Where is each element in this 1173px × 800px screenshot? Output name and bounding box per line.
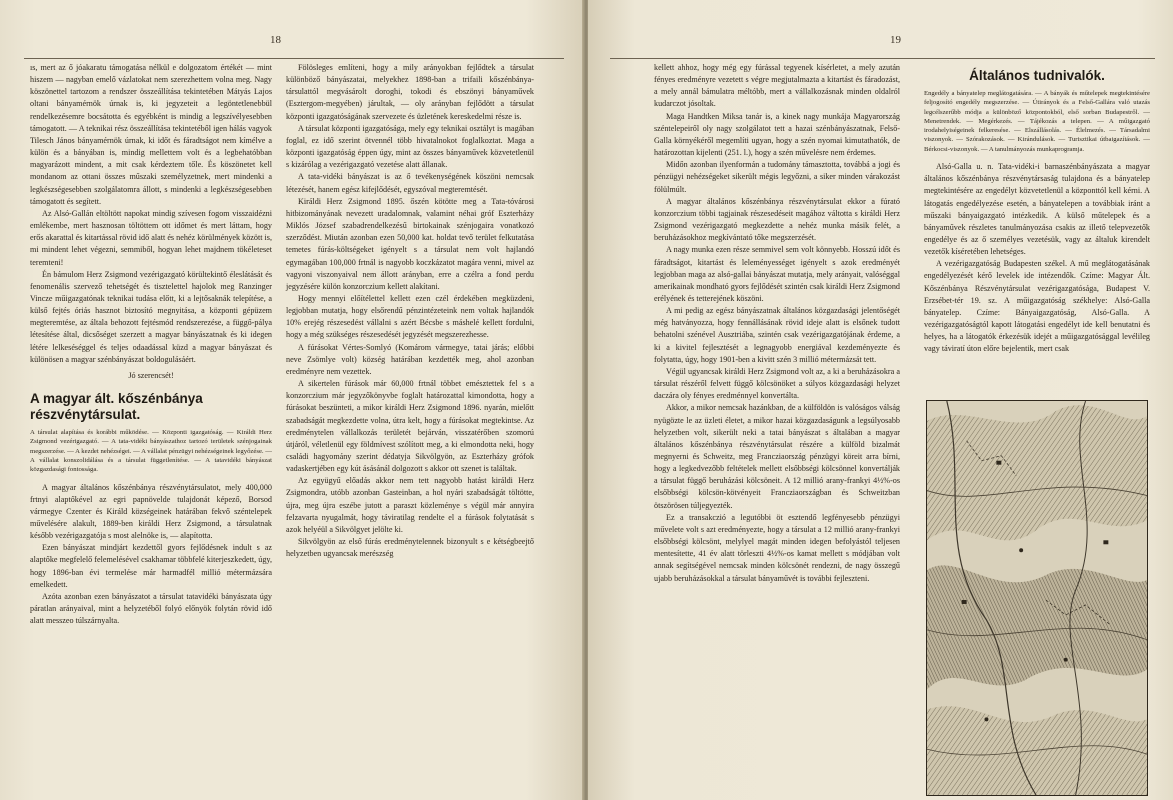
- paragraph: A tata-vidéki bányászat is az ő tevékenységének köszöni nemcsak létezését, hanem egész kifejlődését, egyszóval megteremtését.: [286, 172, 534, 194]
- greeting: Jó szerencsét!: [128, 370, 174, 380]
- paragraph: Királdi Herz Zsigmond 1895. őszén kötötte meg a Tata-tóvárosi hitbizományának nevezett uradalomnak, valamint néhai gróf Eszterházy Miklós József szabadrendelkezésű birtokainak szénjogaira vonatkozó szerződést. Miután azonban ezen 50,000 kat. holdat tevő terület felkutatása temetes fúrás-költségeket igényelt s a társulat nem volt hajlandó egymagában 100,000 frtnál is nagyobb koczkázatot magára venni, mivel az vagyoni viszonyaival nem állott arányban, erre a czélra a fond perdu jegyzésére külön konzorczium kellett alakítani.: [286, 196, 534, 291]
- paragraph: A magyar általános kőszénbánya részvénytársulat ekkor a fúrató konzorczium többi tagjainak részesedéseit magához váltotta s királdi Herz Zsigmond vezérigazgató megkezdette a nehéz munka másik felét, a beruházásokhoz megkívántató tőke megszerzését.: [654, 196, 900, 243]
- right-column-1: [654, 62, 900, 585]
- paragraph: A sikertelen fúrások már 60,000 frtnál többet emésztettek fel s a konzorczium már jegyzőkönyvbe foglalt határozattal kimondotta, hogy a fúrásokat beszünteti, a mikor királdi Herz Zsigmond 1896. nyarán, mielőtt szabadságát megkezdette volna, útra kelt, hogy a fúrásokat megtekintse. Az eredménytelen vállalkozás területét bejárván, visszatérőben szomorú útjáról, véletlenül egy földmívest szólított meg, a ki elmondotta neki, hogy családi hagyomány szerint dédatyja Sikvölgyön, az Eszterházy grófok vadaskertjében egy kút ásásánál dolgozott s akkor ott szenet is találtak.: [286, 379, 534, 474]
- section-summary: Engedély a bányatelep meglátogatására. — A bányák és műtelepek megtekintésére feljogosító engedély megszerzése. — Útirányok és a Felső-Gallára való utazás legcélszerűbb módja a különböző központokból, első sorban Budapestről. — Menetrendek. — Megérkezés. — Tájékozás a telepen. — A műigazgató irodahelyiségeinek felkeresése. — Elszállásolás. — Élelmezés. — Társadalmi viszonyok. — Szórakozások. — Kirándulások. — Turisztikai útbaigazítások. — Bérkocsi-viszonyok. — A tanulmányozás munkaprogramja.: [924, 90, 1150, 153]
- paragraph: Midőn azonban ilyenformán a tudomány támasztotta, továbbá a jogi és pénzügyi nehézségeket sikerült mégis legyőzni, a siker minden várakozást fölülmúlt.: [654, 160, 900, 194]
- paragraph: A társulat központi igazgatósága, mely egy teknikai osztályt is magában foglal, ez idő szerint ötvennél több hivatalnokot foglalkoztat. Maga a központi igazgatóság éppen úgy, mint az összes bányaművek közvetetlenül s kizárólag a vezérigazgató vezetése alatt állanak.: [286, 123, 534, 170]
- left-column-2: [286, 62, 534, 560]
- section-summary: A társulat alapítása és korábbi működése. — Központi igazgatóság. — Királdi Herz Zsigmond vezérigazgató. — A tata-vidéki bányászathoz tartozó területek szénjogainak megszerzése. — A kezdet nehézségei. — A vállalat pénzügyi nehézségeinek legyőzése. — A vállalat konszolidálása és a társulat függetlenítése. — A tatavidéki bányászat közgazdasági fontossága.: [30, 429, 272, 474]
- paragraph: Végül ugyancsak királdi Herz Zsigmond volt az, a ki a beruházásokra a társulat részéről felvett függő kölcsönöket a súlyos közgazdasági helyzet daczára oly fényes eredménnyel konvertálta.: [654, 366, 900, 401]
- paragraph: Az Alsó-Gallán eltöltött napokat mindig szívesen fogom visszaidézni emlékembe, mert hasznosan töltöttem ott időmet és mert láttam, hogy erős akarattal és kitartással rövid idő alatt és nehéz körülmények között is, mi mindent lehet végezni, semmiből, hogyan lehet majdnem tökéleteset teremteni!: [30, 208, 272, 267]
- paragraph: A magyar általános kőszénbánya részvénytársulatot, mely 400,000 frtnyi alaptőkével az egri papnövelde tulajdonát képező, Borsod vármegye Czenter és Királd községeinek határában fekvő széntelepek művelésére alakult, 1889-ben királdi Herz Zsigmond, a társulatnak később vezérigazgatója s most alelnöke is, — alapította.: [30, 482, 272, 541]
- paragraph: Én bámulom Herz Zsigmond vezérigazgató körültekintő éleslátását és fenomenális szervező tehetségét és tisztelettel hajolok meg Ranzinger Vincze műigazgatónak teknikai tudása előtt, ki a lejtősaknák telepítése, a külső fejtés óriás hasznot biztosító megnyitása, a központi gépüzem megteremtése, az általa behozott fejtésmód rendszerezése, a függő-pálya létesítése által, dicsőséget szerzett a magyar bányászatnak és ki idegen létére lelkeséséggel és teljes odaadással küzd a magyar bányászat és különösen a magyar szénbányászat boldogulásáért.: [30, 269, 272, 364]
- paragraph: kellett ahhoz, hogy még egy fúrással tegyenek kísérletet, a mely azután fényes eredményre vezetett s végre megjutalmazta a kitartást és fáradozást, a mely annál bámulatra méltóbb, mert a vállalkozásnak minden oldalról kudarczot jósoltak.: [654, 63, 900, 109]
- paragraph: Hogy mennyi előítélettel kellett ezen czél érdekében megküzdeni, legjobban mutatja, hogy elsőrendű pénzintézeteink nem voltak hajlandók 10% erejég részesedést vállalni s azért Bécsbe s máshelé kellett fordulni, hogy a még szükséges részesedését jegyzését megszerezhesse.: [286, 293, 534, 340]
- paragraph: Fölösleges említeni, hogy a mily arányokban fejlődtek a társulat különböző bányászatai, melyekhez 1898-ban a trifaili kőszénbánya-társulattól megvásárolt doroghi, tokodi és ebszönyi bányaművek (Esztergom-megyében) járultak, — oly arányban fejlődött a társulat központi igazgatóságának szervezete és üzletének kereskedelmi része is.: [286, 63, 534, 121]
- left-page: [0, 0, 584, 800]
- paragraph: A vezérigazgatóság Budapesten székel. A mű meglátogatásának engedélyezését kérő levelek ide intézendők. Czíme: Magyar Ált. Kőszénbánya Részvénytársulat vezérigazgatósága, Budapest V. Erzsébet-tér 19. sz. A műigazgatóság székhelye: Alsó-Galla bányatelep. Czíme: Bányaigazgatóság, Alsó-Galla. A vezérigazgatóságtól kapott látogatási engedélyt ide kell benutatni és helyes, ha a látogatók érkezésük idejét a műigazgatósággal levélileg vagy táviratí úton előre bejelentik, mert csak: [924, 259, 1150, 354]
- paragraph: Azóta azonban ezen bányászatot a társulat tatavidéki bányászata úgy páratlan arányaival, mint a helyzetéből folyó előnyök folytán rövid idő alatt messzeo túlszárnyalta.: [30, 591, 272, 626]
- paragraph: A mi pedig az egész bányászatnak általános közgazdasági jelentőségét még hatványozza, hogy fennállásának rövid ideje alatt is elsőnek tudott behatolni szénével Ausztriába, szintén csak vezérigazgatójának érdeme, a ki a kivitel fejlesztését a legnagyobb energiával kezdeményezte és folytatta, úgy, hogy 1901-ben a kivitt szén 3 millió métermázsát tett.: [654, 306, 900, 364]
- right-column-2: [924, 66, 1150, 356]
- paragraph: Az együgyű előadás akkor nem tett nagyobb hatást királdi Herz Zsigmondra, utóbb azonban Gasteinban, a hol nyári szabadságát töltötte, újra, meg újra eszébe jutott a paraszt közleménye s végül már annyira felzavarta nyugalmát, hogy táviratilag rendelte el a fúrások folytatását s azok helyéül a Sikvölgyet jelölte ki.: [286, 476, 534, 534]
- paragraph: Alsó-Galla u. n. Tata-vidéki-i barnaszénbányászata a magyar általános kőszénbánya részvénytársaság tulajdona és a bányatelep megtekintésére az engedélyt közvetetlenül a központtól kell kérni. A látogatás engedélyezése esetén, a bányatelepen a továbbiak iránt a műszaki bányaigazgató intézkedik. A külső műtelepek és a bányaművek részletes tanulmányozása csakis az illető telepvezetők engedélye és az ő személyes vezetésük, vagy az általuk kirendelt vezetők kíséretében lehetséges.: [924, 162, 1150, 257]
- right-page: [588, 0, 1173, 800]
- paragraph: Ez a transakczió a legutóbbi öt esztendő legfényesebb pénzügyi művelete volt s azt eredményezte, hogy a társulat a 12 millió arany-frankyi elsőbbségi kölcsönt, melylyel magát minden idegen befolyástól teljesen mentesítette, 41 év alatt törleszti 4½%-os kamat mellett s módjában volt annak segítségével nemcsak minden kölcsönét rendezni, de nagy összegű ujabb beruházásokkal a társulat bányaművét is további fejleszteni.: [654, 512, 900, 583]
- page-number: 18: [270, 34, 281, 46]
- section-heading: A magyar ált. kőszénbánya részvénytársulat.: [30, 391, 203, 423]
- header-rule: [610, 58, 1155, 59]
- page-number: 19: [890, 34, 901, 46]
- paragraph: Sikvölgyön az első fúrás eredménytelennek bizonyult s e kétségbeejtő helyzetben ugyancsak merészség: [286, 537, 534, 559]
- header-rule: [24, 58, 564, 59]
- section-heading: Általános tudnivalók.: [969, 68, 1105, 83]
- paragraph: Ezen bányászat mindjárt kezdettől gyors fejlődésnek indult s az alaptőke megfelelő felemelésével csakhamar többfelé kiterjeszkedett, úgy, hogy 1896-ban évi termelése már harmadfél millió métermázsára emelkedett.: [30, 543, 272, 589]
- paragraph: A nagy munka ezen része semmivel sem volt könnyebb. Hosszú időt és fáradtságot, kitartást és leleményességet igényelt s azok eredményét legjobban maga az alsó-gallai bányászat mutatja, mely arányait, valóséggal amerikainak mondható gyors fejlődését szintén csak királdi Herz Zsigmond erélyének és tetterejének köszöni.: [654, 245, 900, 303]
- map-illustration: [927, 401, 1147, 795]
- paragraph: ıs, mert az ő jóakaratu támogatása nélkül e dolgozatom értékét — mint hiszem — nagyban emelő vázlatokat nem szerezhettem volna meg. Nagy köszönettel tartozom a rendszer összeállítása tekintetében Mátyás Lajos oltani bányamérnök úrnak is, ki jegyzeteit a legöntetlenebbül rendelkezésemre bocsátotta és egyébként is mindig a legszívélyesebben támogatott. — A teknikai rész összeállítása tekintetéből igen hálás vagyok Tilesch János bányamérnök úrnak, ki időt és fáradtságot nem kímélve a külön és a bányában is, mindig mellettem volt és a legbehatóbban magyarázott mindent, a mit csak kérdeztem tőle. És köszönetet kell mondanom az ottani összes műszaki személyzetnek, mert mindenki a legkészségesebben szolgálatomra állott, s mindenki a legkészségesebben támogatott és segített.: [30, 63, 272, 206]
- paragraph: Akkor, a mikor nemcsak hazánkban, de a külföldön is valóságos válság nyügözte le az üzleti életet, a mikor hazai közgazdaságunk a legsúlyosabb helyzetben volt, sikerült neki a tatai bányászat s általában a magyar általános kőszénbánya részvénytársulat részére a külföld bizalmát megnyerni és Schweitz, meg Francziaország pénzügyi köreit arra bírni, hogy a legkedvezőbb feltételek mellett elsőbbségi kölcsönnel konvertálják a társulat függő beruházási kölcsöneit. A 12 millió arany-frankyi 4½%-os elsőbbségi kölcsön-kötvényeit Francziaországban és Schweitzban ötszörösen túljegyezték.: [654, 403, 900, 510]
- topographic-map: [926, 400, 1148, 796]
- paragraph: Maga Handtken Miksa tanár is, a kinek nagy munkája Magyarország széntelepeiről oly nagy szolgálatot tett a hazai szénbányászatnak, Felső-Galla környékéről megemlíti ugyan, hogy a szén nyomai kimutathatók, de határozottan kijelenti (251. l.), hogy a szén művelésre nem érdemes.: [654, 111, 900, 158]
- left-column-1: [30, 62, 272, 627]
- paragraph: A fúrásokat Vértes-Somlyó (Komárom vármegye, tatai járás; előbbi neve Zsömlye volt) község határában kezdették meg, ahol azonban eredményre nem vezettek.: [286, 342, 534, 376]
